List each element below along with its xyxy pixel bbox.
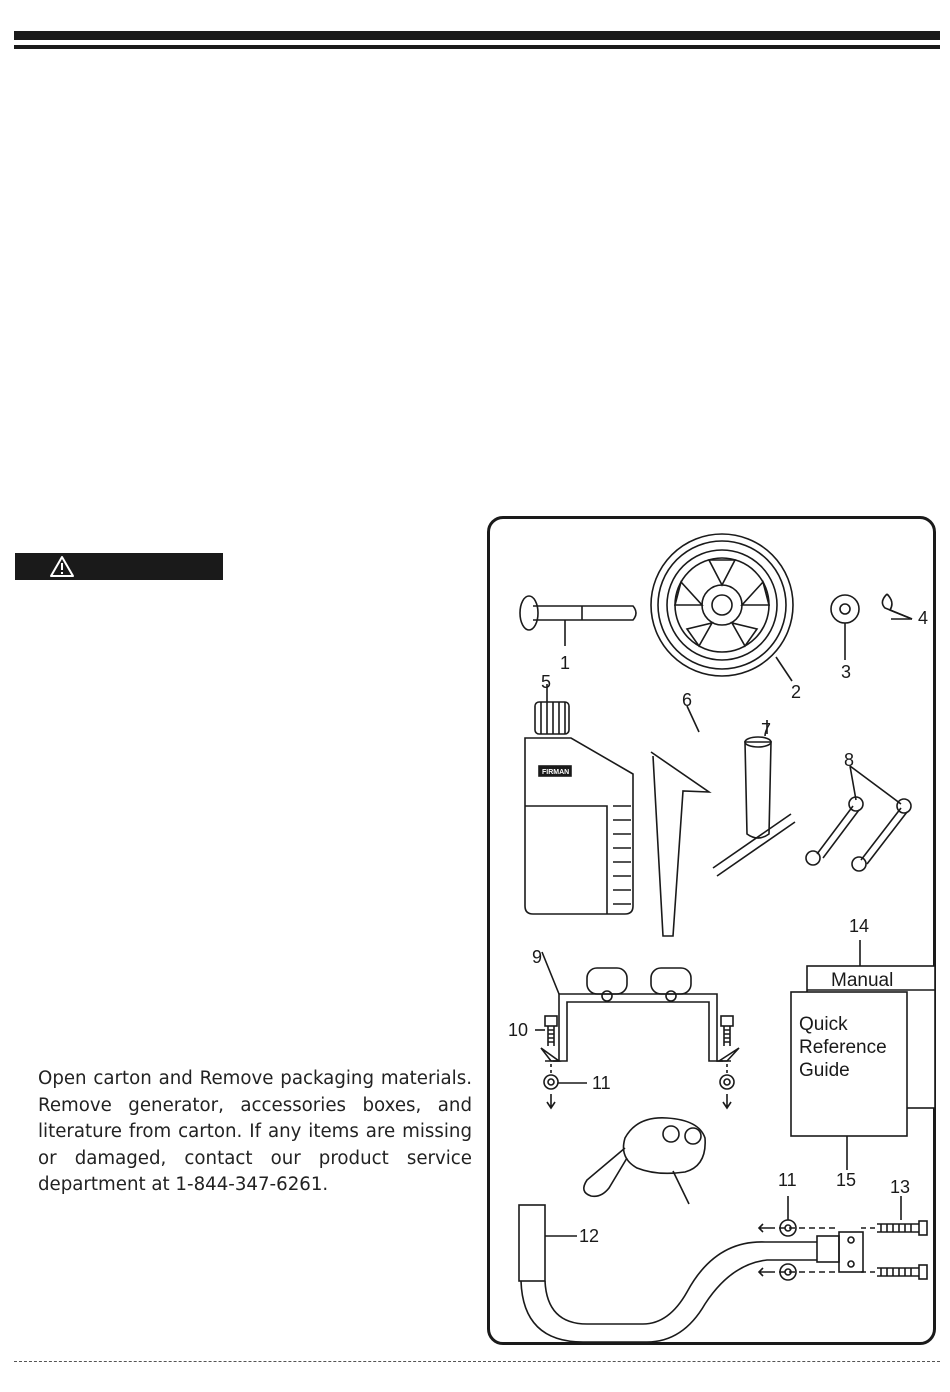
axle-pin xyxy=(520,596,636,646)
callout-9: 9 xyxy=(532,947,543,967)
callout-7: 7 xyxy=(761,720,772,740)
bracket-nuts xyxy=(544,1064,734,1108)
open-end-wrenches xyxy=(806,766,911,871)
callout-6: 6 xyxy=(682,690,693,710)
washer xyxy=(831,595,859,660)
warning-banner xyxy=(15,553,223,580)
battery-bracket xyxy=(541,952,739,1061)
callout-4: 4 xyxy=(918,608,929,628)
oil-bottle-brand: FIRMAN xyxy=(542,769,570,776)
callout-11a: 11 xyxy=(592,1073,611,1093)
handle xyxy=(519,1205,863,1342)
callout-2: 2 xyxy=(791,682,802,702)
callout-11b: 11 xyxy=(778,1170,797,1190)
callout-1: 1 xyxy=(560,653,571,673)
header-rule-thin xyxy=(14,45,940,49)
funnel xyxy=(651,706,709,936)
wheel xyxy=(651,534,793,681)
callout-13: 13 xyxy=(890,1177,911,1197)
handle-bolts xyxy=(861,1196,927,1279)
oil-bottle xyxy=(525,684,633,914)
parts-diagram xyxy=(487,516,936,1345)
callout-5: 5 xyxy=(541,672,552,692)
hairpin-clip xyxy=(882,594,912,619)
manual-label: Manual xyxy=(831,970,894,991)
unpacking-instructions: Open carton and Remove packaging materials. Remove generator, accessories boxes, and literature from carton. If any items are missing or damaged, contact our product service department at 1-844-347-6261. xyxy=(38,1068,472,1195)
bracket-bolts xyxy=(535,1016,733,1046)
spark-plug-wrench xyxy=(713,720,795,876)
callout-15: 15 xyxy=(836,1170,857,1190)
remote-key-fob xyxy=(584,1118,705,1204)
quick-guide-line-3: Guide xyxy=(799,1060,850,1081)
quick-guide-line-2: Reference xyxy=(799,1037,887,1058)
callout-10: 10 xyxy=(508,1020,529,1040)
footer-dashed-rule xyxy=(14,1361,940,1362)
callout-12: 12 xyxy=(579,1226,600,1246)
warning-triangle-icon xyxy=(49,555,75,578)
callout-3: 3 xyxy=(841,662,852,682)
callout-14: 14 xyxy=(849,916,870,936)
handle-washers xyxy=(759,1196,839,1280)
callout-8: 8 xyxy=(844,750,855,770)
header-rule-thick xyxy=(14,31,940,40)
quick-guide-line-1: Quick xyxy=(799,1014,848,1035)
